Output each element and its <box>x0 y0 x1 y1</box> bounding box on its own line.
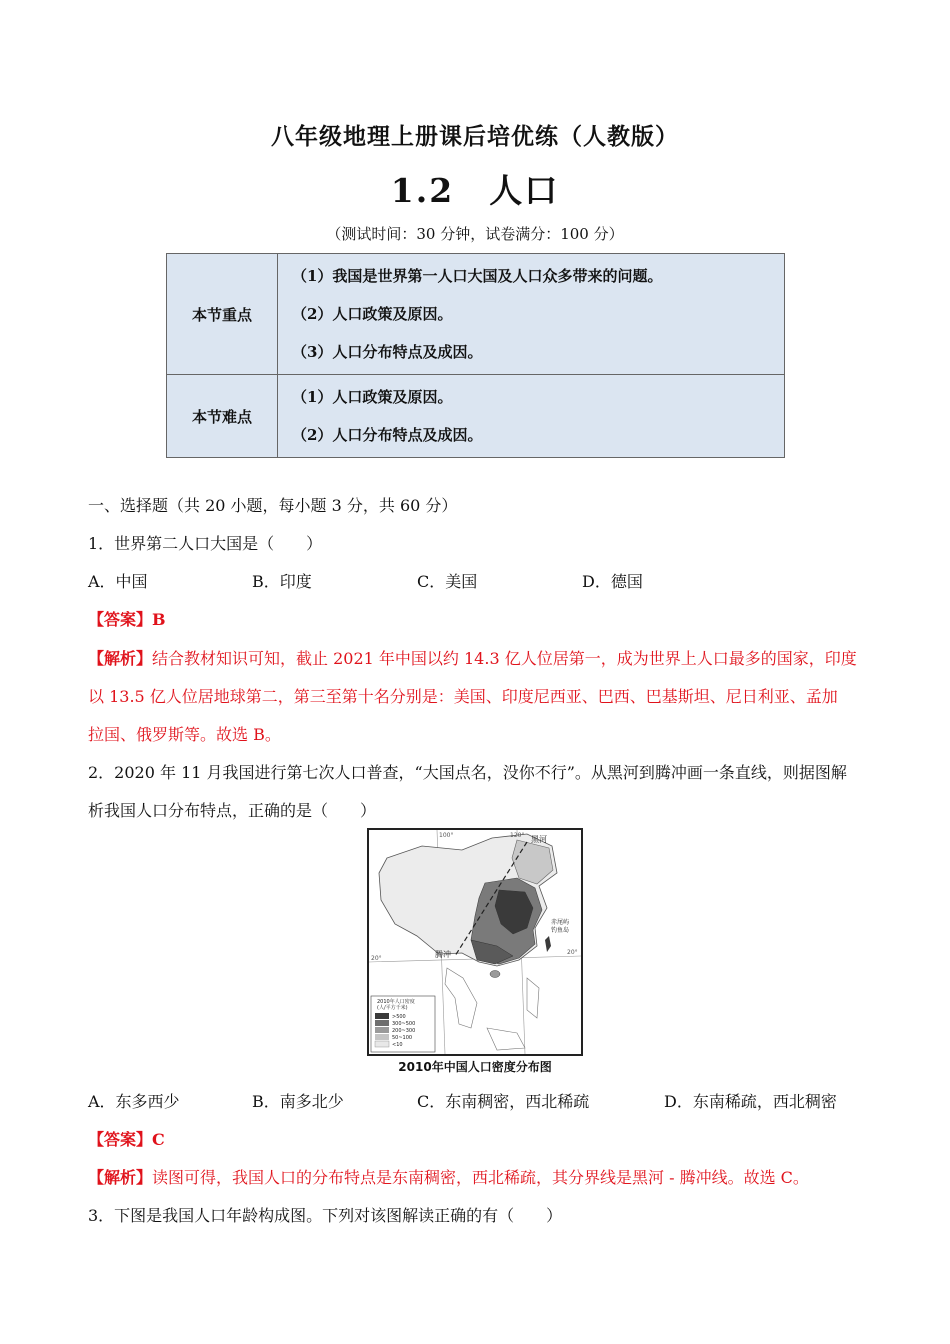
test-info: （测试时间：30 分钟，试卷满分：100 分） <box>326 225 624 243</box>
key-points-table <box>166 253 785 458</box>
answer-head: 【答案】 <box>88 1130 153 1149</box>
q1-option-c: C．美国 <box>417 572 478 591</box>
focus-item: （2）人口政策及原因。 <box>292 305 453 323</box>
difficult-label: 本节难点 <box>167 375 278 458</box>
label-lon-120: 120° <box>510 832 525 839</box>
q2-stem-line2: 析我国人口分布特点，正确的是（ ） <box>88 801 377 820</box>
legend-swatch <box>375 1041 389 1047</box>
doc-title: 八年级地理上册课后培优练（人教版） <box>271 123 679 150</box>
legend-label: 200~300 <box>392 1028 416 1034</box>
label-tengchong: 腾冲 <box>435 950 451 959</box>
label-lat-west: 20° <box>371 955 382 962</box>
q1-stem: 1．世界第二人口大国是（ ） <box>88 534 323 553</box>
legend-swatch <box>375 1027 389 1033</box>
map-caption: 2010年中国人口密度分布图 <box>398 1060 552 1074</box>
analysis-head: 【解析】 <box>88 649 153 668</box>
q2-option-c: C．东南稠密，西北稀疏 <box>417 1092 590 1111</box>
label-lon-100: 100° <box>439 832 454 839</box>
label-chiweiyu: 赤尾屿 <box>551 919 570 926</box>
q2-option-a: A．东多西少 <box>88 1092 180 1111</box>
legend-label: 50~100 <box>392 1035 413 1041</box>
label-heihe: 黑河 <box>531 835 547 844</box>
legend-swatch <box>375 1020 389 1026</box>
population-density-map <box>367 828 583 1078</box>
q2-stem-line1: 2．2020 年 11 月我国进行第七次人口普查，“大国点名，没你不行”。从黑河到腾冲画一条直线，则据图解 <box>88 763 847 782</box>
q1-option-d: D．德国 <box>582 572 643 591</box>
q2-analysis <box>88 1165 809 1188</box>
difficult-item: （1）人口政策及原因。 <box>292 388 453 406</box>
focus-item: （1）我国是世界第一人口大国及人口众多带来的问题。 <box>292 267 663 285</box>
answer-value: B <box>152 610 166 629</box>
legend-title: 2010年人口密度 <box>377 999 415 1005</box>
difficult-item: （2）人口分布特点及成因。 <box>292 426 483 444</box>
q2-option-d: D．东南稀疏，西北稠密 <box>664 1092 837 1111</box>
legend-label: >500 <box>392 1014 406 1020</box>
analysis-text: 结合教材知识可知，截止 2021 年中国以约 14.3 亿人位居第一，成为世界上人口最多的国家，印度 <box>152 649 857 668</box>
focus-label: 本节重点 <box>167 254 278 375</box>
hainan <box>490 971 500 978</box>
focus-items <box>278 254 785 375</box>
q2-option-b: B．南多北少 <box>252 1092 344 1111</box>
label-lat-east: 20° <box>567 949 578 956</box>
q1-analysis-line2: 以 13.5 亿人位居地球第二，第三至第十名分别是：美国、印度尼西亚、巴西、巴基斯坦、尼日利亚、孟加 <box>88 687 838 706</box>
chapter-title: 1.2 人口 <box>390 171 560 210</box>
legend-label: 300~500 <box>392 1021 416 1027</box>
answer-value: C <box>152 1130 165 1149</box>
legend-swatch <box>375 1034 389 1040</box>
focus-item: （3）人口分布特点及成因。 <box>292 343 483 361</box>
label-diaoyudao: 钓鱼岛 <box>551 927 570 934</box>
answer-head: 【答案】 <box>88 610 153 629</box>
legend-label: <10 <box>392 1042 403 1048</box>
difficult-items <box>278 375 785 458</box>
q1-analysis-line1 <box>88 646 857 669</box>
legend-unit: (人/平方千米) <box>377 1005 408 1011</box>
analysis-head: 【解析】 <box>88 1168 153 1187</box>
q1-answer <box>88 607 166 630</box>
section-heading: 一、选择题（共 20 小题，每小题 3 分，共 60 分） <box>88 496 458 515</box>
q1-option-a: A．中国 <box>88 572 148 591</box>
legend-swatch <box>375 1013 389 1019</box>
q2-answer <box>88 1127 165 1150</box>
q1-option-b: B．印度 <box>252 572 312 591</box>
analysis-text: 读图可得，我国人口的分布特点是东南稠密，西北稀疏，其分界线是黑河 - 腾冲线。故选 C。 <box>152 1168 809 1187</box>
q3-stem: 3．下图是我国人口年龄构成图。下列对该图解读正确的有（ ） <box>88 1206 563 1225</box>
q1-analysis-line3: 拉国、俄罗斯等。故选 B。 <box>88 725 281 744</box>
